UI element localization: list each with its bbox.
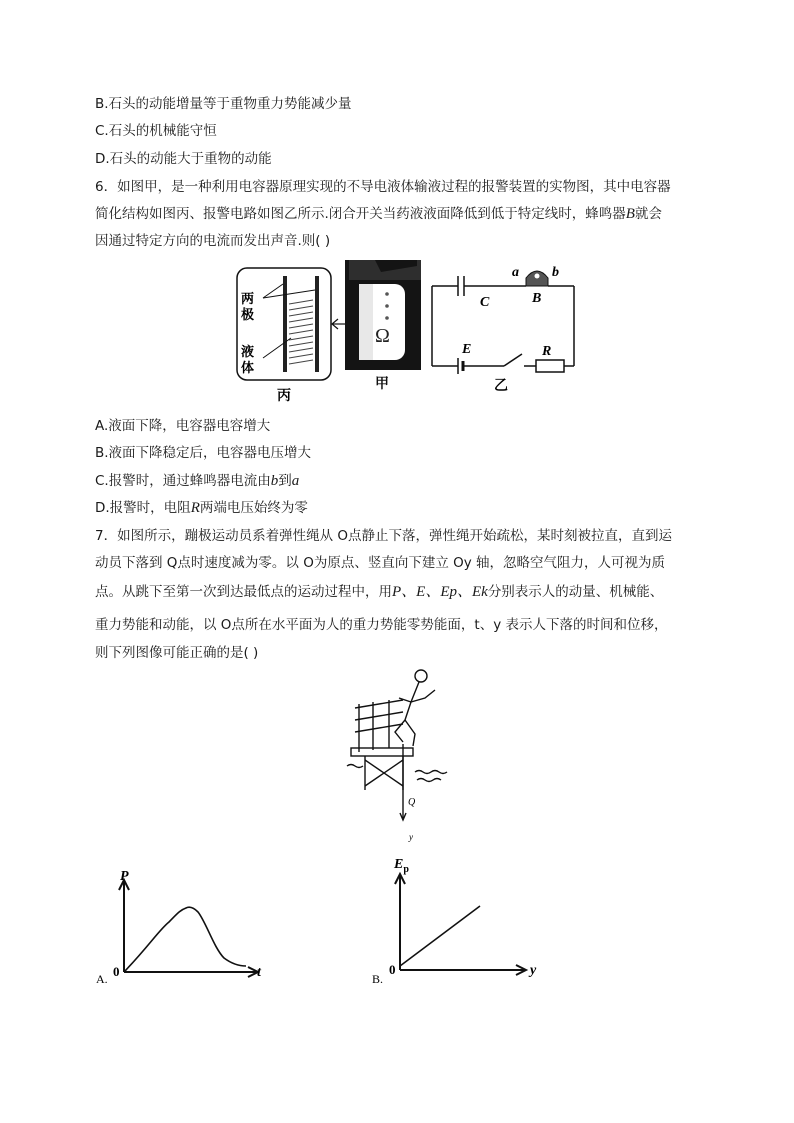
graph-b-xlabel: y xyxy=(530,963,537,978)
graph-a-origin: 0 xyxy=(113,964,120,979)
label-liquid-1: 液 xyxy=(241,344,255,359)
q6-stem-line1: 6．如图甲，是一种利用电容器原理实现的不导电液体输液过程的报警装置的实物图，其中电容器 xyxy=(95,179,671,195)
q6-option-b: B.液面下降稳定后，电容器电压增大 xyxy=(95,445,312,461)
label-b: b xyxy=(552,265,559,280)
q7-stem-line2: 动员下落到 Q点时速度减为零。以 O为原点、竖直向下建立 Oy 轴，忽略空气阻力，人可视为质 xyxy=(95,555,666,571)
q7-stem-line5: 则下列图像可能正确的是( ) xyxy=(95,645,259,661)
q7-stem-line1: 7．如图所示，蹦极运动员系着弹性绳从 O点静止下落，弹性绳开始疏松，某时刻被拉直，直到运 xyxy=(95,528,673,544)
bungee-jumper-figure xyxy=(345,668,465,848)
alarm-circuit-diagram xyxy=(428,260,580,392)
label-buzzer-B: B xyxy=(532,291,542,306)
caption-bing: 丙 xyxy=(277,389,291,404)
graph-a xyxy=(94,860,274,990)
label-poles-2: 极 xyxy=(241,307,255,322)
alarm-device-photo xyxy=(345,260,421,394)
ohm-symbol: Ω xyxy=(375,325,390,347)
caption-yi: 乙 xyxy=(494,379,508,392)
q6-option-d: D.报警时，电阻R两端电压始终为零 xyxy=(95,500,308,516)
label-Q: Q xyxy=(408,797,416,808)
q5-option-d: D.石头的动能大于重物的动能 xyxy=(95,151,272,167)
label-a: a xyxy=(512,265,519,280)
caption-jia: 甲 xyxy=(375,377,389,392)
graph-b xyxy=(370,850,550,990)
graph-b-option: B. xyxy=(372,972,384,986)
q6-stem-line2: 简化结构如图丙、报警电路如图乙所示.闭合开关当药液液面降低到低于特定线时，蜂鸣器B就会 xyxy=(95,206,662,222)
graph-b-ylabel: $E_p$ xyxy=(394,857,409,875)
q6-option-c: C.报警时，通过蜂鸣器电流由b到a xyxy=(95,473,300,489)
label-source-E: E xyxy=(462,342,472,357)
label-poles-1: 两 xyxy=(241,291,255,306)
q7-stem-line3: 点。从跳下至第一次到达最低点的运动过程中，用P、E、Ep、Ek分别表示人的动量、机械能、 xyxy=(95,584,664,600)
label-capacitor-C: C xyxy=(480,295,490,310)
graph-b-origin: 0 xyxy=(389,962,396,977)
capacitor-structure-figure xyxy=(235,266,335,406)
graph-a-option: A. xyxy=(96,972,108,986)
q5-option-c: C.石头的机械能守恒 xyxy=(95,123,217,139)
label-liquid-2: 体 xyxy=(241,360,255,375)
label-resistor-R: R xyxy=(542,344,552,359)
graph-a-xlabel: t xyxy=(257,965,261,980)
q7-stem-line4: 重力势能和动能，以 O点所在水平面为人的重力势能零势能面，t、y 表示人下落的时间和位移， xyxy=(95,617,668,633)
q5-option-b: B.石头的动能增量等于重物重力势能减少量 xyxy=(95,96,352,112)
q6-stem-line3: 因通过特定方向的电流而发出声音.则( ) xyxy=(95,233,331,249)
q6-option-a: A.液面下降，电容器电容增大 xyxy=(95,418,271,434)
graph-a-ylabel: P xyxy=(120,869,129,884)
label-y-axis: y xyxy=(409,832,413,842)
